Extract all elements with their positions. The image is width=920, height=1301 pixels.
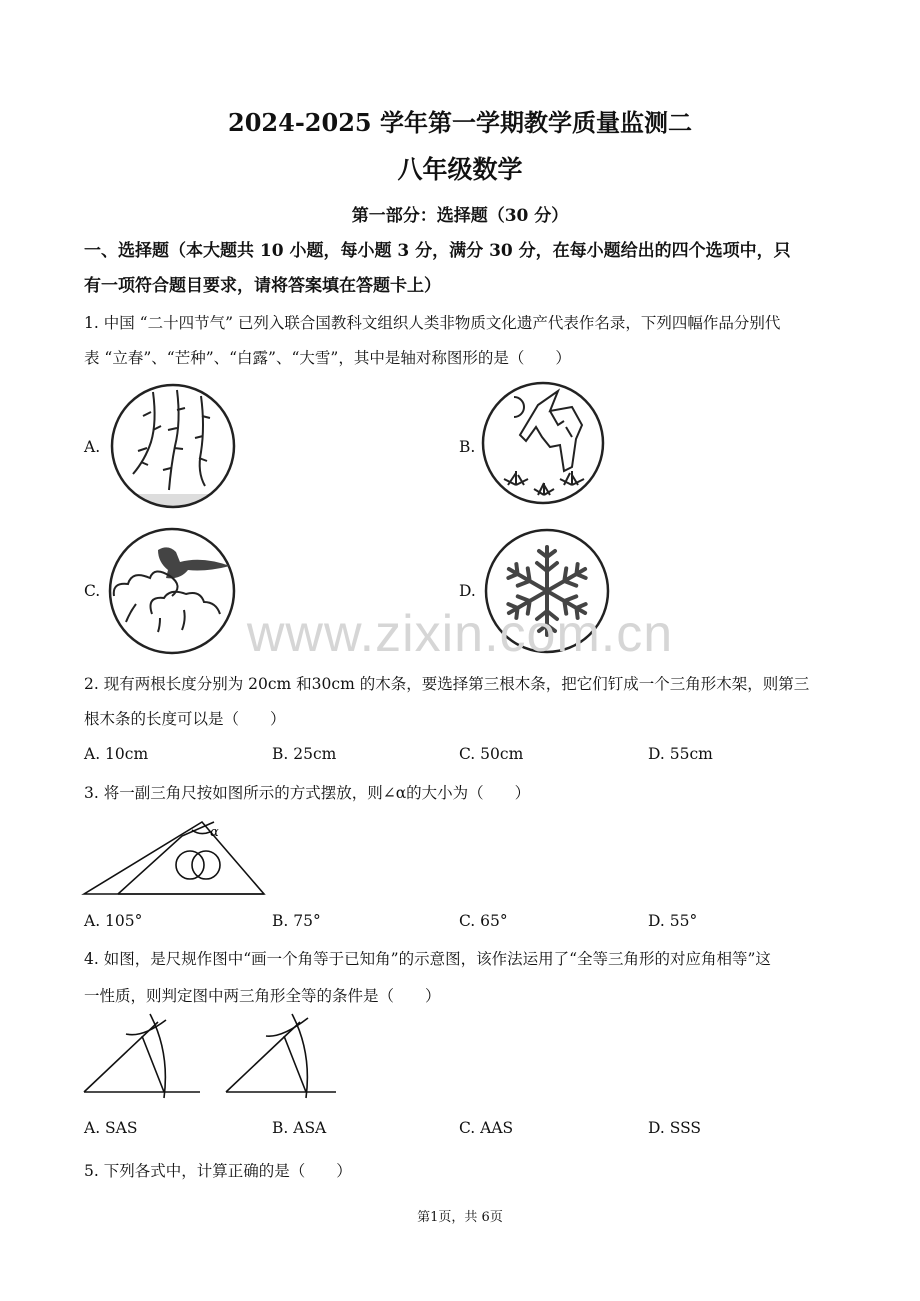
q4-option-d: D. SSS — [648, 1119, 702, 1137]
q3-stem: 3. 将一副三角尺按如图所示的方式摆放，则∠α的大小为（ ） — [84, 784, 531, 802]
q3-triangle-rulers-figure — [82, 818, 268, 898]
q2-option-a: A. 10cm — [84, 745, 149, 763]
q3-option-d: D. 55° — [648, 912, 698, 930]
q2-stem-line1: 2. 现有两根长度分别为 20cm 和30cm 的木条，要选择第三根木条，把它们钉成一个三角形木架，则第三 — [84, 675, 810, 693]
q2-option-b: B. 25cm — [272, 745, 337, 763]
page-footer: 第1页，共 6页 — [417, 1210, 503, 1225]
q4-stem-line1: 4. 如图，是尺规作图中“画一个角等于已知角”的示意图，该作法运用了“全等三角形的对应角相等”这 — [84, 950, 771, 968]
q1-option-a-label: A. — [84, 438, 101, 456]
section-instruction-line1: 一、选择题（本大题共 10 小题，每小题 3 分，满分 30 分，在每小题给出的四个选项中，只 — [84, 241, 791, 261]
q1-option-c-label: C. — [84, 582, 101, 600]
q2-stem-line2: 根木条的长度可以是（ ） — [84, 710, 286, 728]
q4-compass-construction-right — [226, 1012, 346, 1098]
q3-alpha-label: α — [210, 825, 219, 840]
q3-option-a: A. 105° — [84, 912, 143, 930]
q4-compass-construction-left — [84, 1012, 204, 1098]
watermark: www.zixin.com.cn — [246, 605, 674, 663]
q4-option-b: B. ASA — [272, 1119, 327, 1137]
q2-option-d: D. 55cm — [648, 745, 713, 763]
q1-stem-line1: 1. 中国 “二十四节气” 已列入联合国教科文组织人类非物质文化遗产代表作名录，下列四幅作品分别代 — [84, 314, 781, 332]
q1-stem-line2: 表 “立春”、“芒种”、“白露”、“大雪”，其中是轴对称图形的是（ ） — [84, 349, 571, 367]
q3-option-b: B. 75° — [272, 912, 321, 930]
q2-option-c: C. 50cm — [459, 745, 524, 763]
part-heading: 第一部分：选择题（30 分） — [351, 206, 569, 226]
exam-subtitle: 八年级数学 — [397, 155, 523, 184]
q1-option-d-label: D. — [459, 582, 476, 600]
section-instruction-line2: 有一项符合题目要求，请将答案填在答题卡上） — [84, 276, 441, 296]
q4-option-a: A. SAS — [84, 1119, 138, 1137]
q5-stem: 5. 下列各式中，计算正确的是（ ） — [84, 1162, 352, 1180]
q3-option-c: C. 65° — [459, 912, 508, 930]
q4-stem-line2: 一性质，则判定图中两三角形全等的条件是（ ） — [84, 987, 441, 1005]
q1-image-b-mountain — [480, 381, 606, 505]
q1-option-b-label: B. — [459, 438, 476, 456]
q1-image-a-willow — [107, 382, 239, 510]
q4-option-c: C. AAS — [459, 1119, 514, 1137]
exam-title: 2024-2025 学年第一学期教学质量监测二 — [228, 108, 692, 137]
